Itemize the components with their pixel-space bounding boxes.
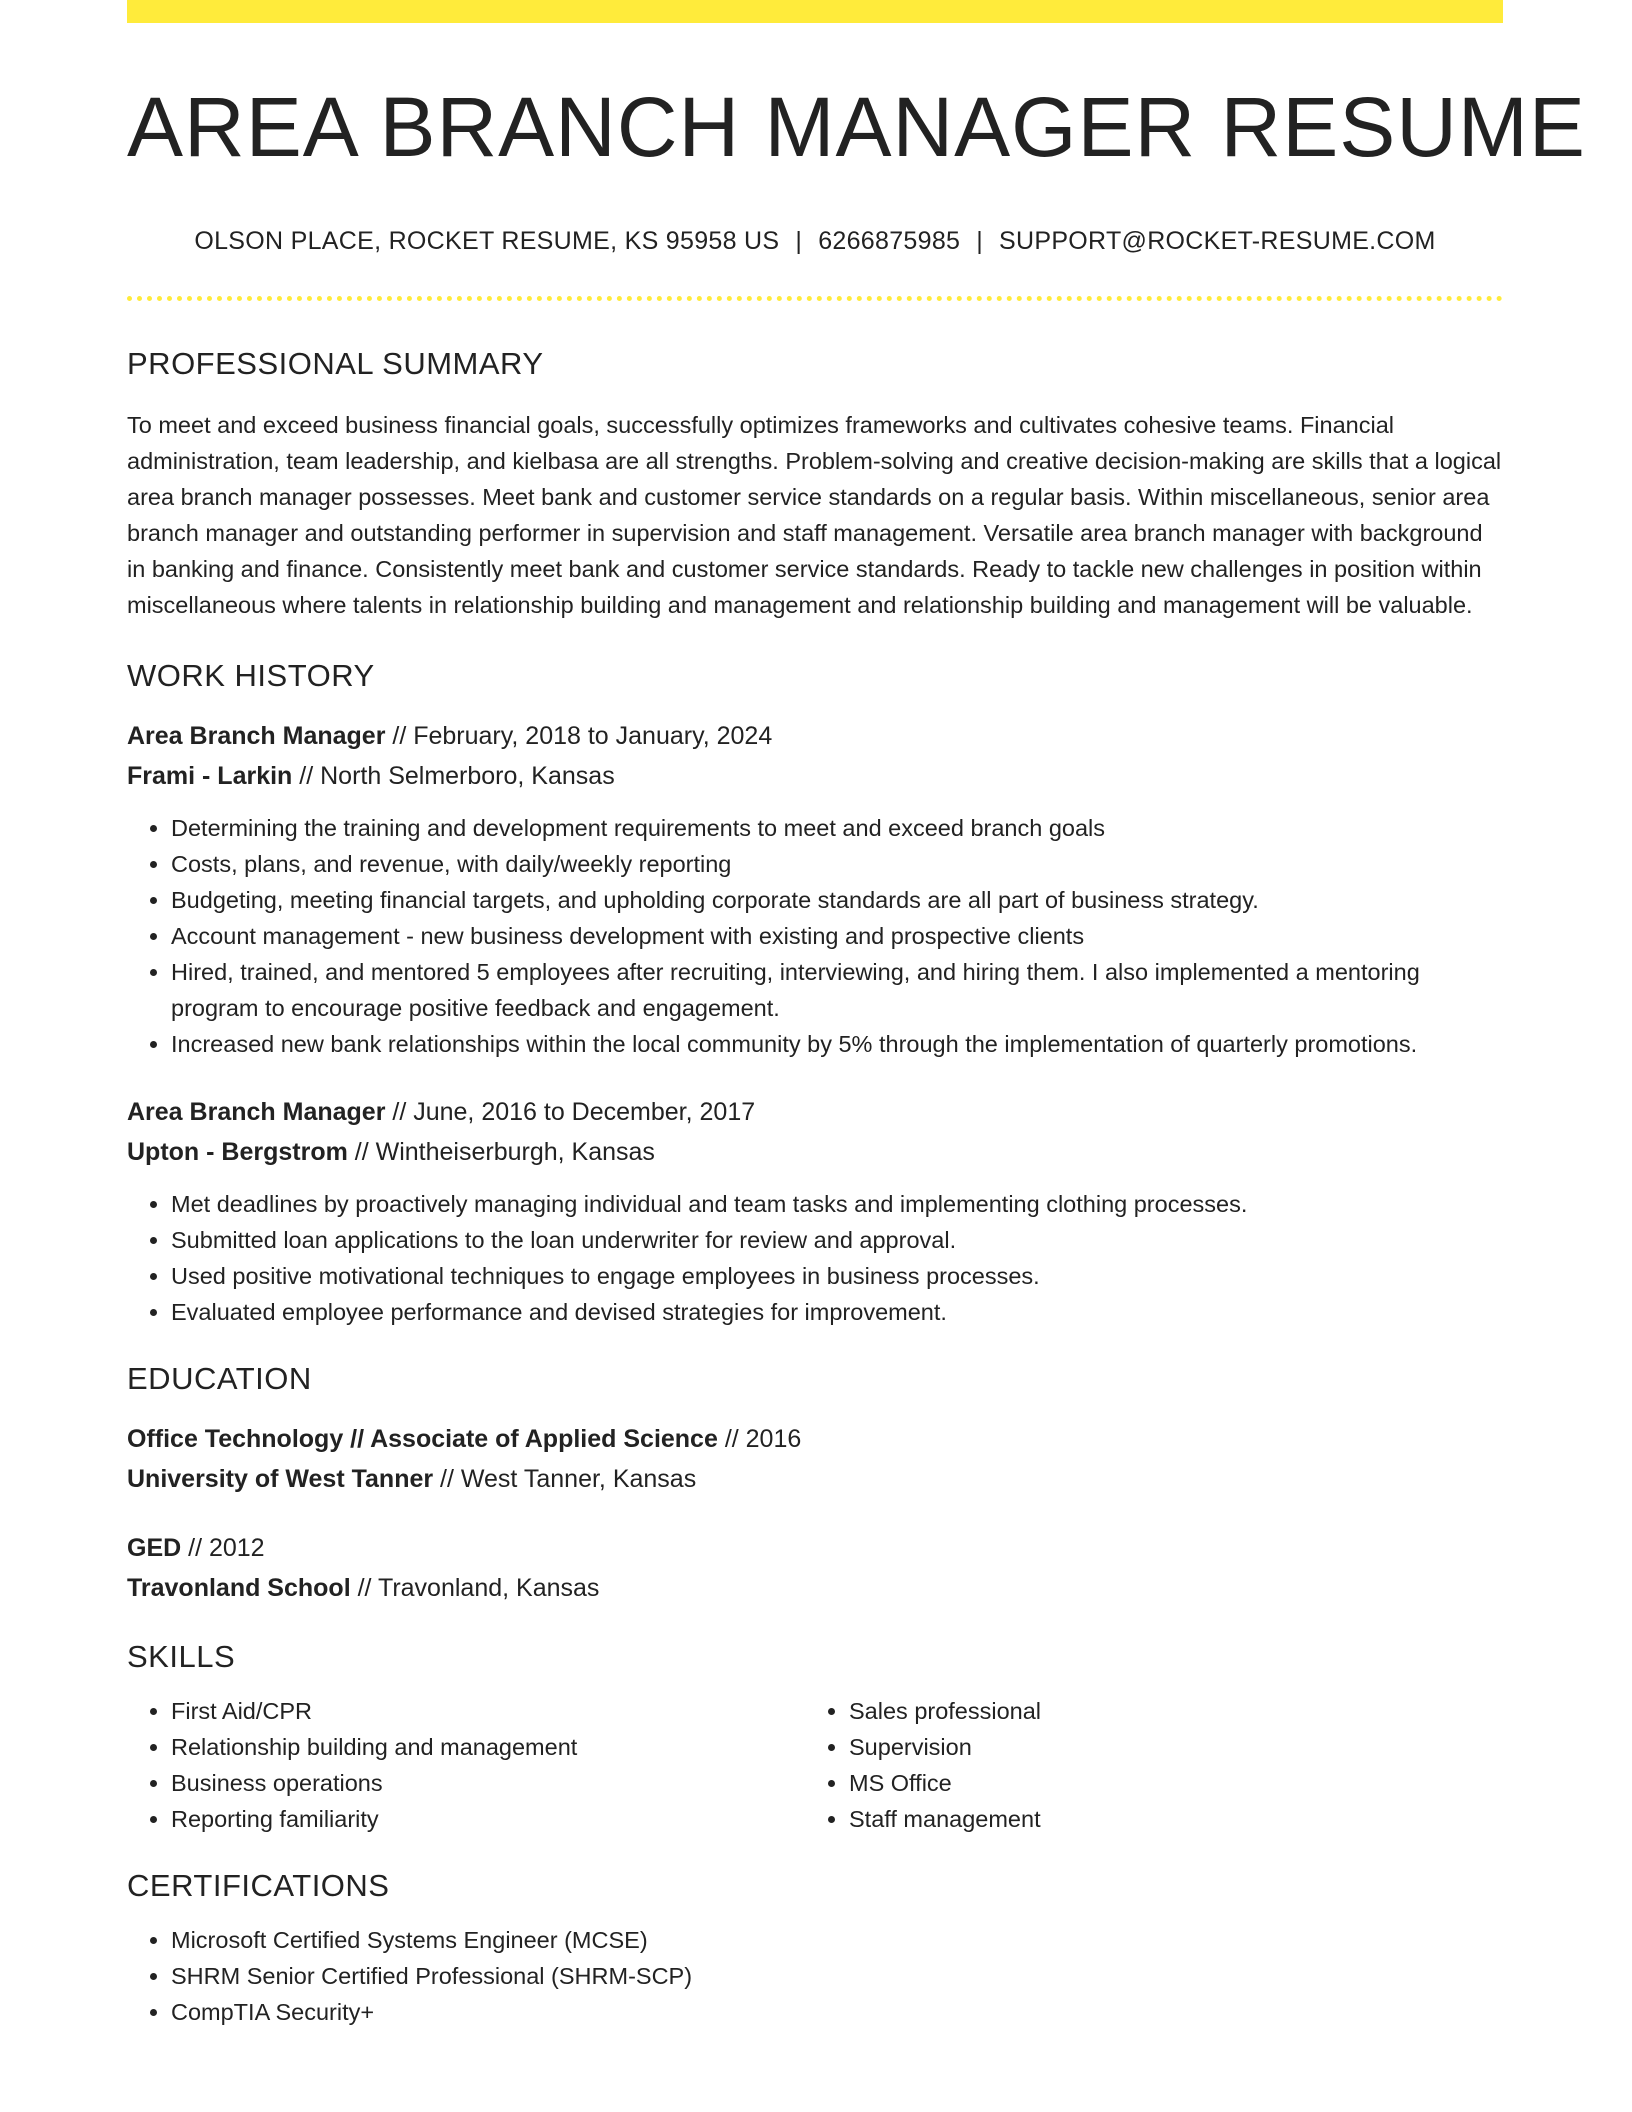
job-dates: // February, 2018 to January, 2024 xyxy=(385,721,773,750)
education-school-line xyxy=(127,1568,1503,1608)
list-item: • Relationship building and management xyxy=(171,1729,805,1765)
job-bullets xyxy=(127,1186,1503,1330)
resume-page xyxy=(127,0,1586,2030)
education-school: University of West Tanner xyxy=(127,1464,434,1493)
job-company: Frami - Larkin xyxy=(127,761,293,790)
list-item: • Used positive motivational techniques to engage employees in business processes. xyxy=(171,1258,1503,1294)
list-item: • Met deadlines by proactively managing individual and team tasks and implementing clothing processes. xyxy=(171,1186,1503,1222)
education-year: // 2012 xyxy=(181,1533,265,1562)
education-degree-line xyxy=(127,1419,1503,1459)
job-title: Area Branch Manager xyxy=(127,1097,386,1126)
list-item: • Costs, plans, and revenue, with daily/weekly reporting xyxy=(171,846,1503,882)
certifications-heading: CERTIFICATIONS xyxy=(127,1868,390,1904)
education-entry xyxy=(127,1528,1503,1608)
list-item: • Sales professional xyxy=(849,1693,1483,1729)
certifications-list xyxy=(127,1922,1503,2030)
list-item: • Budgeting, meeting financial targets, and upholding corporate standards are all part of business strategy. xyxy=(171,882,1503,918)
contact-phone: 6266875985 xyxy=(818,227,961,256)
contact-email: SUPPORT@ROCKET-RESUME.COM xyxy=(999,227,1436,256)
list-item: • Increased new bank relationships within the local community by 5% through the implementation of quarterly promotions. xyxy=(171,1026,1503,1062)
summary-text: To meet and exceed business financial goals, successfully optimizes frameworks and cultivates cohesive teams. Financial administration, team leadership, and kielbasa are all strengths. Problem-solving and creative decision-making are skills that a logical area branch manager possesses. Meet bank and customer service standards on a regular basis. Within miscellaneous, senior area branch manager and outstanding performer in supervision and staff management. Versatile area branch manager with background in banking and finance. Consistently meet bank and customer service standards. Ready to tackle new challenges in position within miscellaneous where talents in relationship building and management and relationship building and management will be valuable. xyxy=(127,411,1502,618)
education-entry xyxy=(127,1419,1503,1499)
list-item: • Reporting familiarity xyxy=(171,1801,805,1837)
list-item: • CompTIA Security+ xyxy=(171,1994,1503,2030)
contact-separator: | xyxy=(976,227,984,256)
education-year: // 2016 xyxy=(717,1424,802,1453)
work-history-heading: WORK HISTORY xyxy=(127,657,375,693)
education-heading: EDUCATION xyxy=(127,1360,312,1396)
education-degree-line xyxy=(127,1528,1503,1568)
skills-list-left xyxy=(127,1693,805,1837)
list-item: • Microsoft Certified Systems Engineer (MCSE) xyxy=(171,1922,1503,1958)
skills-heading: SKILLS xyxy=(127,1638,236,1674)
page-title: AREA BRANCH MANAGER RESUME xyxy=(127,80,1586,174)
list-item: • Determining the training and development requirements to meet and exceed branch goals xyxy=(171,810,1503,846)
skills-list-right xyxy=(805,1693,1483,1837)
list-item: • SHRM Senior Certified Professional (SHRM-SCP) xyxy=(171,1958,1503,1994)
list-item: • Hired, trained, and mentored 5 employees after recruiting, interviewing, and hiring them. I also implemented a mentoring program to encourage positive feedback and engagement. xyxy=(171,954,1503,1026)
list-item: • Evaluated employee performance and devised strategies for improvement. xyxy=(171,1294,1503,1330)
job-company-line xyxy=(127,756,1503,796)
list-item: • Submitted loan applications to the loan underwriter for review and approval. xyxy=(171,1222,1503,1258)
list-item: • Supervision xyxy=(849,1729,1483,1765)
job-location: // North Selmerboro, Kansas xyxy=(292,761,615,790)
list-item: • Business operations xyxy=(171,1765,805,1801)
education-school-line xyxy=(127,1459,1503,1499)
job-title: Area Branch Manager xyxy=(127,721,386,750)
list-item: • Staff management xyxy=(849,1801,1483,1837)
contact-address: OLSON PLACE, ROCKET RESUME, KS 95958 US xyxy=(194,227,780,256)
list-item: • MS Office xyxy=(849,1765,1483,1801)
list-item: • Account management - new business development with existing and prospective clients xyxy=(171,918,1503,954)
job-company: Upton - Bergstrom xyxy=(127,1137,348,1166)
list-item: • First Aid/CPR xyxy=(171,1693,805,1729)
job-dates: // June, 2016 to December, 2017 xyxy=(385,1097,756,1126)
dotted-divider xyxy=(127,296,1503,301)
job-company-line xyxy=(127,1132,1503,1172)
education-school: Travonland School xyxy=(127,1573,351,1602)
education-degree: Office Technology // Associate of Applied Science xyxy=(127,1424,718,1453)
education-degree: GED xyxy=(127,1533,182,1562)
top-accent-bar xyxy=(127,0,1503,23)
summary-heading: PROFESSIONAL SUMMARY xyxy=(127,346,544,382)
job-bullets xyxy=(127,810,1503,1062)
skills-grid xyxy=(127,1693,1503,1837)
job-location: // Wintheiserburgh, Kansas xyxy=(347,1137,655,1166)
job-entry xyxy=(127,716,1503,1062)
job-entry xyxy=(127,1092,1503,1330)
contact-line xyxy=(127,227,1503,256)
education-location: // West Tanner, Kansas xyxy=(433,1464,697,1493)
contact-separator: | xyxy=(795,227,803,256)
job-title-line xyxy=(127,1092,1503,1132)
job-title-line xyxy=(127,716,1503,756)
education-location: // Travonland, Kansas xyxy=(350,1573,600,1602)
